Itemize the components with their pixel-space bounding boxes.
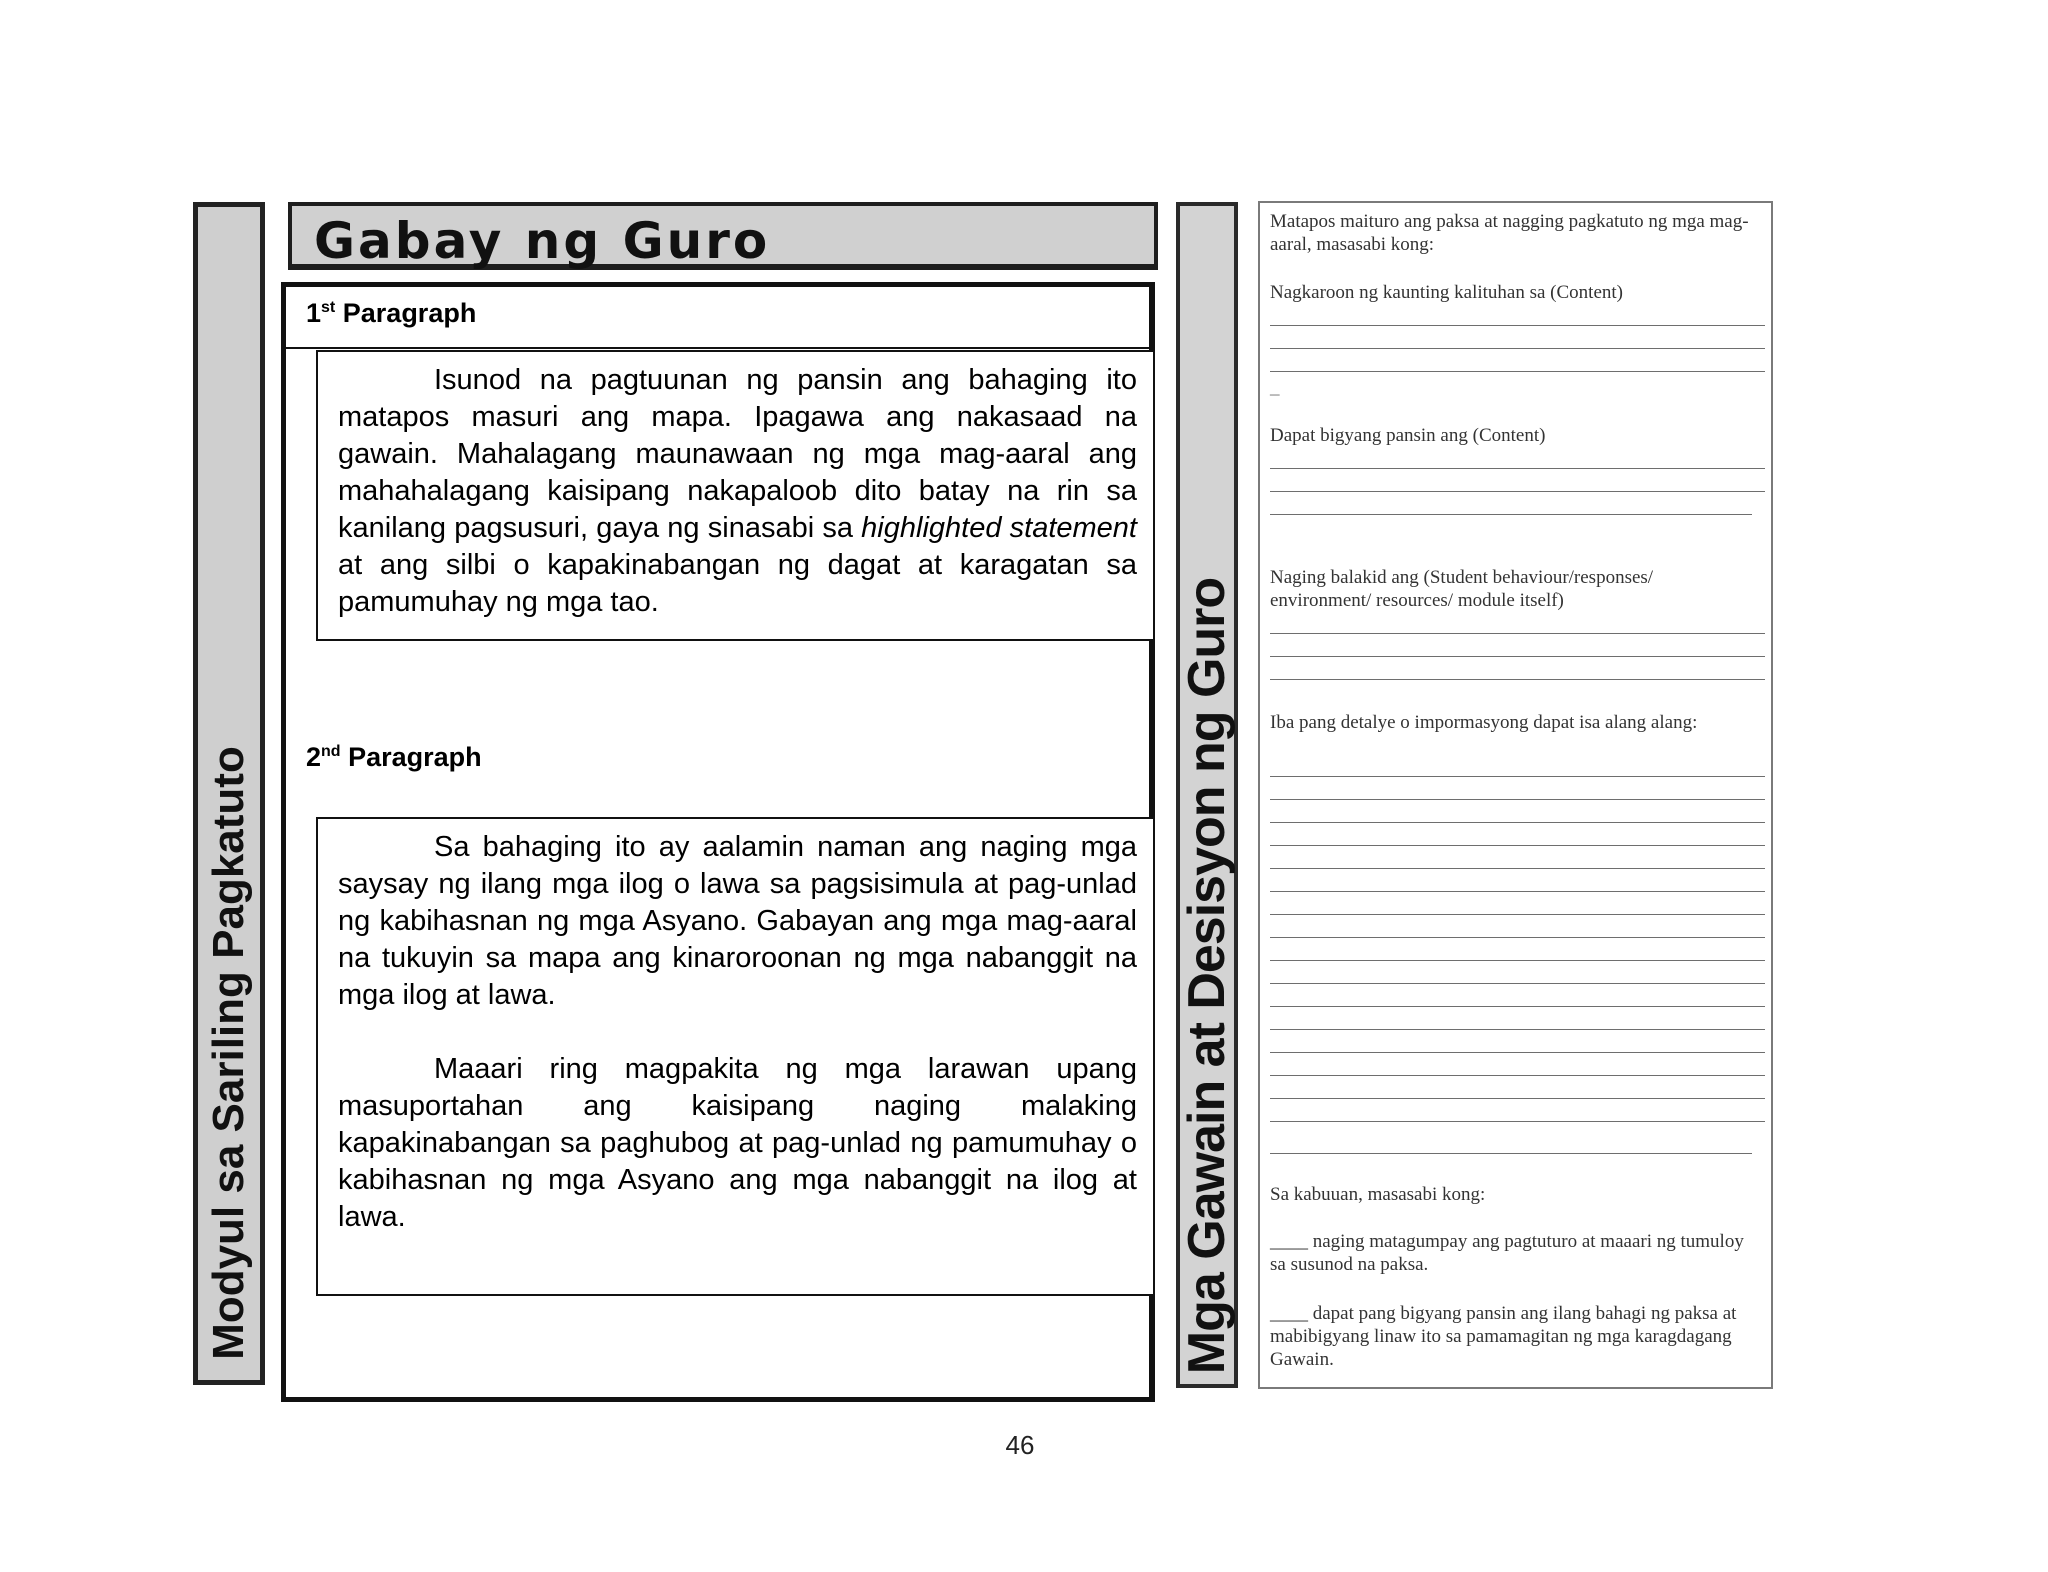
form-intro: Matapos maituro ang paksa at nagging pagkatuto ng mga mag-aaral, masasabi kong: bbox=[1270, 211, 1749, 255]
page-title: Gabay ng Guro bbox=[314, 212, 771, 270]
form-answer-line[interactable] bbox=[1270, 891, 1765, 892]
middle-side-strip bbox=[1176, 202, 1238, 1388]
paragraph1-box bbox=[316, 350, 1155, 641]
form-answer-line[interactable] bbox=[1270, 1075, 1765, 1076]
paragraph1-text: Isunod na pagtuunan ng pansin ang bahaging ito matapos masuri ang mapa. Ipagawa ang nakasaad na gawain. Mahalagang maunawaan ng mga mag-aaral ang mahahalagang kaisipang nakapaloob dito batay na rin sa kanilang pagsusuri, gaya ng sinasabi sa highlighted statement at ang silbi o kapakinabangan ng dagat at karagatan sa pamumuhay ng mga tao. bbox=[338, 364, 1137, 618]
form-question-content-confusion: Nagkaroon ng kaunting kalituhan sa (Content) bbox=[1270, 282, 1624, 303]
form-option-needs-attention[interactable]: ____ dapat pang bigyang pansin ang ilang bahagi ng paksa at mabibigyang linaw ito sa pamamagitan ng mga karagdagang Gawain. bbox=[1270, 1303, 1737, 1370]
form-question-obstacles: Naging balakid ang (Student behaviour/responses/ environment/ resources/ module itself) bbox=[1270, 567, 1654, 611]
form-answer-line[interactable] bbox=[1270, 937, 1765, 938]
form-answer-line[interactable] bbox=[1270, 1006, 1765, 1007]
paragraph2-box bbox=[316, 817, 1155, 1296]
form-answer-line[interactable] bbox=[1270, 371, 1765, 372]
form-answer-line[interactable] bbox=[1270, 822, 1765, 823]
form-answer-line[interactable] bbox=[1270, 1098, 1765, 1099]
form-option-successful[interactable]: ____ naging matagumpay ang pagtuturo at maaari ng tumuloy sa susunod na paksa. bbox=[1270, 1231, 1744, 1275]
form-answer-line[interactable] bbox=[1270, 845, 1765, 846]
form-answer-line[interactable] bbox=[1270, 1029, 1765, 1030]
form-question-other-details: Iba pang detalye o impormasyong dapat isa alang alang: bbox=[1270, 712, 1698, 733]
form-answer-line[interactable] bbox=[1270, 514, 1752, 515]
paragraph2-text-b: Maaari ring magpakita ng mga larawan upang masuportahan ang kaisipang naging malaking kapakinabangan sa paghubog at pag-unlad ng pamumuhay o kabihasnan ng mga Asyano ang mga nabanggit na ilog at lawa. bbox=[338, 1053, 1137, 1233]
form-answer-line[interactable] bbox=[1270, 1052, 1765, 1053]
form-answer-line[interactable] bbox=[1270, 776, 1765, 777]
header-divider bbox=[281, 347, 1155, 349]
form-dash: _ bbox=[1270, 377, 1280, 398]
form-answer-line[interactable] bbox=[1270, 468, 1765, 469]
form-answer-line[interactable] bbox=[1270, 983, 1765, 984]
form-answer-line[interactable] bbox=[1270, 914, 1765, 915]
teacher-reflection-form bbox=[1258, 201, 1773, 1389]
title-bar bbox=[288, 202, 1158, 270]
form-answer-line[interactable] bbox=[1270, 491, 1765, 492]
form-answer-line[interactable] bbox=[1270, 633, 1765, 634]
middle-strip-label: Mga Gawain at Desisyon ng Guro bbox=[1178, 577, 1236, 1375]
left-strip-label: Modyul sa Sariling Pagkatuto bbox=[204, 746, 253, 1360]
page-number: 46 bbox=[1005, 1430, 1035, 1460]
form-answer-line[interactable] bbox=[1270, 325, 1765, 326]
paragraph2-text-a: Sa bahaging ito ay aalamin naman ang naging mga saysay ng ilang mga ilog o lawa sa pagsisimula at pag-unlad ng kabihasnan ng mga Asyano. Gabayan ang mga mag-aaral na tukuyin sa mapa ang kinaroroonan ng mga nabanggit na mga ilog at lawa. bbox=[338, 831, 1137, 1011]
paragraph2-heading: 2nd Paragraph bbox=[306, 742, 482, 772]
left-side-strip bbox=[193, 202, 265, 1385]
form-answer-line[interactable] bbox=[1270, 348, 1765, 349]
paragraph1-heading: 1st Paragraph bbox=[306, 298, 477, 328]
form-answer-line[interactable] bbox=[1270, 960, 1765, 961]
form-answer-line[interactable] bbox=[1270, 656, 1765, 657]
form-answer-line[interactable] bbox=[1270, 1153, 1752, 1154]
form-answer-line[interactable] bbox=[1270, 679, 1765, 680]
form-question-attention: Dapat bigyang pansin ang (Content) bbox=[1270, 425, 1546, 446]
main-content-frame bbox=[281, 282, 1155, 1402]
form-answer-line[interactable] bbox=[1270, 868, 1765, 869]
form-answer-line[interactable] bbox=[1270, 799, 1765, 800]
form-summary-label: Sa kabuuan, masasabi kong: bbox=[1270, 1184, 1486, 1205]
form-answer-line[interactable] bbox=[1270, 1121, 1765, 1122]
